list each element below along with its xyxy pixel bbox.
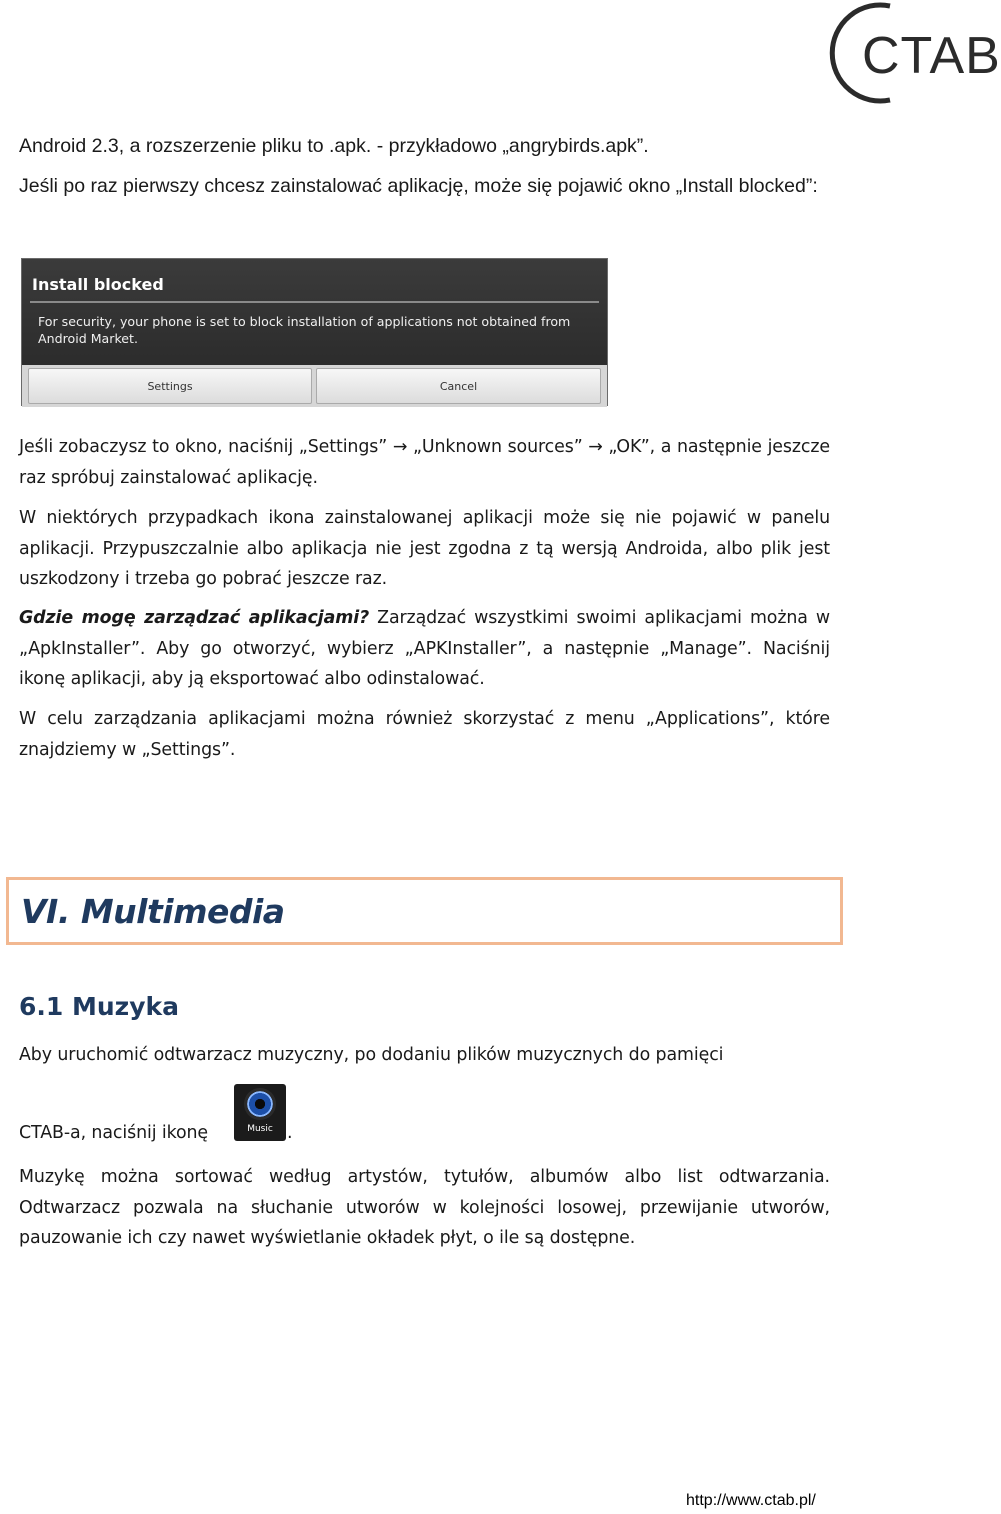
footer-url[interactable]: http://www.ctab.pl/ [686,1492,816,1509]
music-paragraph-1: Aby uruchomić odtwarzacz muzyczny, po dodaniu plików muzycznych do pamięci [19,1045,724,1065]
music-paragraph-2: Muzykę można sortować według artystów, tytułów, albumów albo list odtwarzania. Odtwarzacz pozwala na słuchanie utworów w kolejności losowej, przewijanie utworów, pauzowanie ich czy nawet wyświetlanie okładek płyt, o ile są dostępne. [19,1167,830,1248]
dialog-header [22,259,607,365]
music-instruction-end: . [287,1123,293,1143]
music-paragraph-1-line-2 [19,1118,208,1149]
section-title: VI. Multimedia [21,892,285,931]
paragraph-missing-icon: W niektórych przypadkach ikona zainstalowanej aplikacji może się nie pojawić w panelu aplikacji. Przypuszczalnie albo aplikacja nie jest zgodna z tą wersją Androida, albo plik jest uszkodzony i trzeba go pobrać jeszcze raz. [19,508,830,589]
music-icon-label: Music [247,1124,273,1134]
music-instruction: CTAB-a, naciśnij ikonę [19,1123,209,1143]
settings-button[interactable]: Settings [28,368,312,404]
paragraph-unknown-sources: Jeśli zobaczysz to okno, naciśnij „Settings” → „Unknown sources” → „OK”, a następnie jeszcze raz spróbuj zainstalować aplikację. [19,437,830,488]
intro-line-2: Jeśli po raz pierwszy chcesz zainstalować aplikację, może się pojawić okno „Install blocked”: [19,175,818,197]
music-app-icon [234,1084,286,1141]
intro-line-1: Android 2.3, a rozszerzenie pliku to .apk. - przykładowo „angrybirds.apk”. [19,135,649,157]
dialog-divider [30,301,599,303]
install-blocked-dialog [21,258,608,406]
paragraph-applications-menu: W celu zarządzania aplikacjami można również skorzystać z menu „Applications”, które znajdziemy w „Settings”. [19,709,830,760]
speaker-icon [244,1088,276,1120]
logo-text: CTAB [862,27,1001,85]
manage-apps-question: Gdzie mogę zarządzać aplikacjami? [19,608,370,628]
dialog-button-bar [22,365,607,407]
subsection-title: 6.1 Muzyka [19,992,180,1021]
manage-apps-answer: Zarządzać wszystkimi swoimi aplikacjami można w „ApkInstaller”. Aby go otworzyć, wybierz „APKInstaller”, a następnie „Manage”. Naciśnij ikonę aplikacji, aby ją eksportować albo odinstalować. [19,608,830,689]
cancel-button[interactable]: Cancel [316,368,601,404]
dialog-title: Install blocked [32,275,164,294]
dialog-message: For security, your phone is set to block installation of applications not obtained from Android Market. [38,314,571,346]
paragraph-manage-apps [19,603,830,695]
section-heading-box [6,877,843,945]
